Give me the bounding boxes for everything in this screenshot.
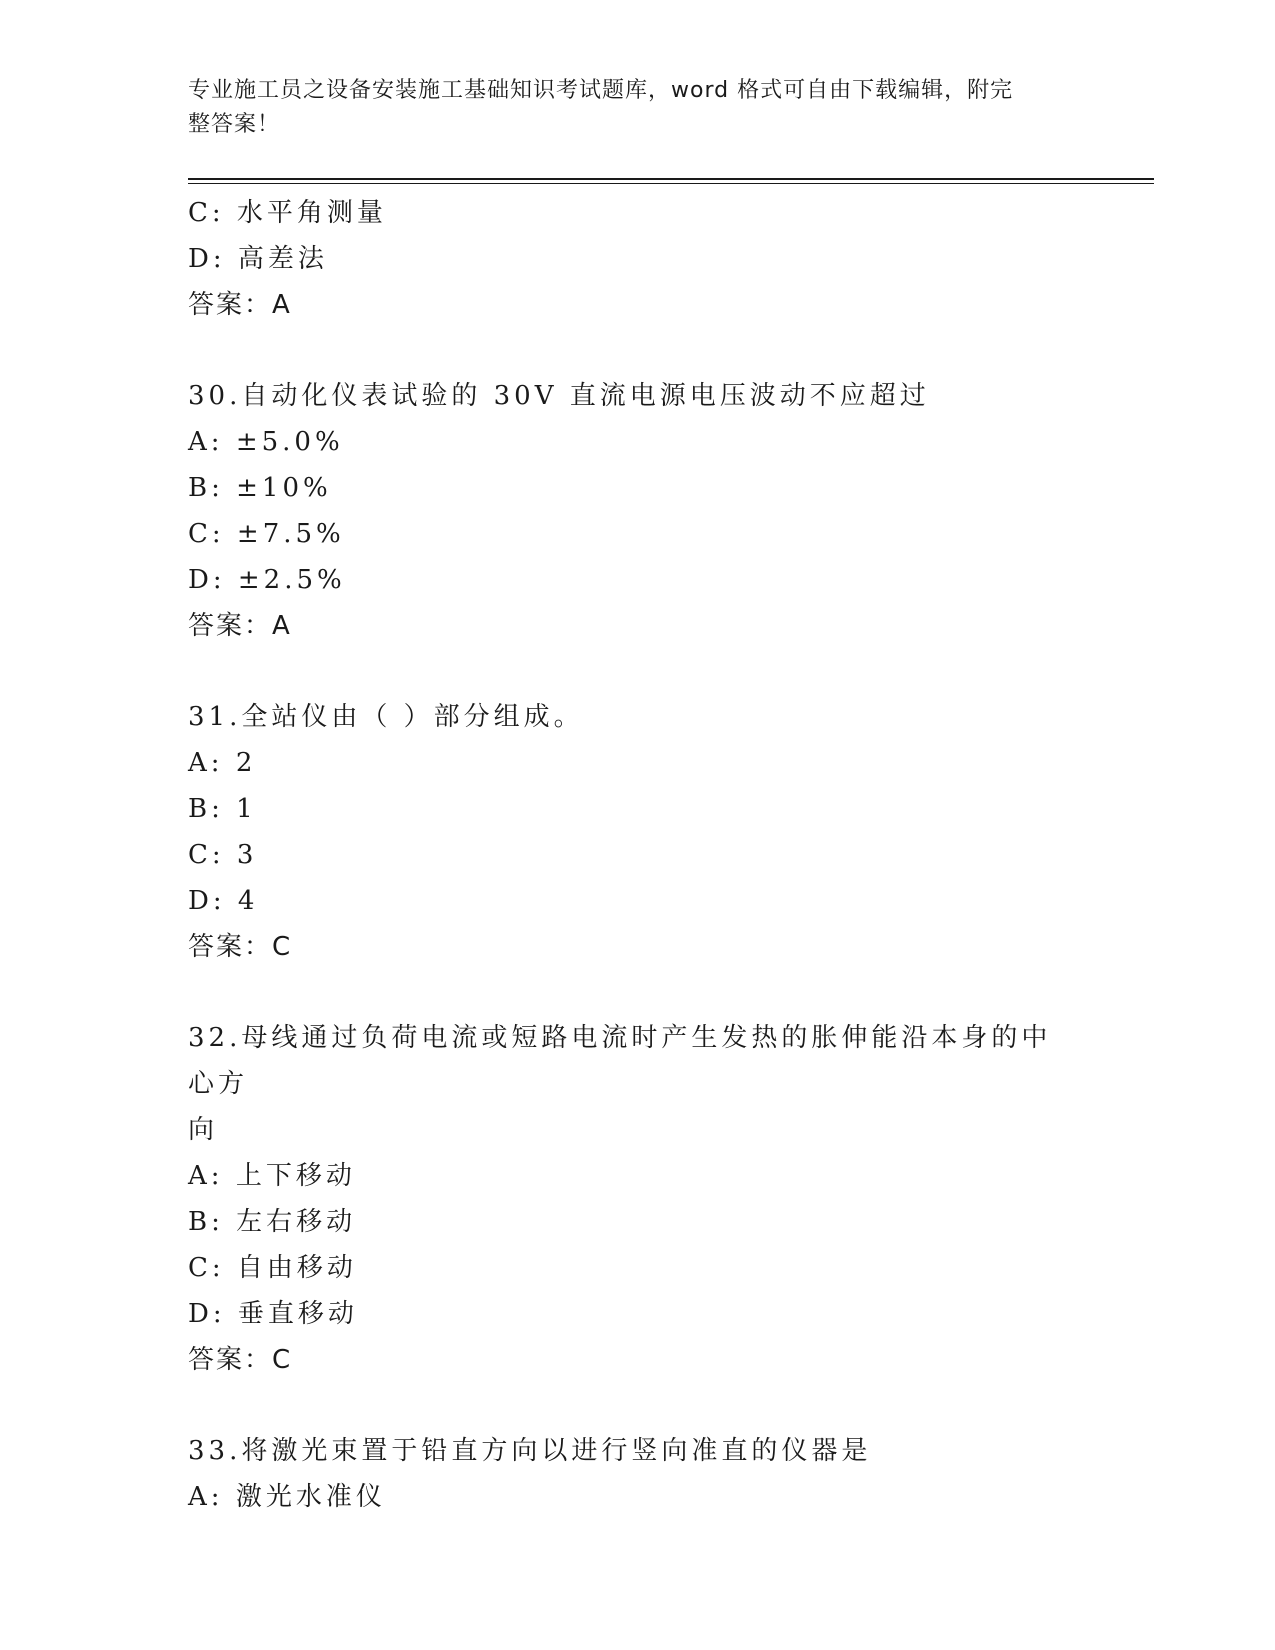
option-c: C: 水平角测量 (188, 198, 387, 228)
option-d: D: 垂直移动 (188, 1299, 358, 1329)
question-32 (188, 1015, 1078, 1383)
option-c: C: 3 (188, 840, 258, 870)
header-divider-thick (188, 178, 1154, 180)
question-stem: 30.自动化仪表试验的 30V 直流电源电压波动不应超过 (188, 381, 930, 411)
option-a: A: 激光水准仪 (188, 1482, 386, 1512)
option-c: C: 自由移动 (188, 1253, 357, 1283)
question-stem: 33.将激光束置于铅直方向以进行竖向准直的仪器是 (188, 1436, 872, 1466)
document-header (188, 74, 1078, 142)
option-b: B: ±10% (188, 473, 332, 503)
option-a: A: 上下移动 (188, 1161, 356, 1191)
answer: 答案：C (188, 932, 293, 962)
option-d: D: 4 (188, 886, 259, 916)
question-stem-line-2: 向 (188, 1115, 219, 1145)
question-31 (188, 694, 1078, 970)
question-33 (188, 1428, 1078, 1520)
question-stem: 31.全站仪由（ ）部分组成。 (188, 702, 584, 732)
answer: 答案：A (188, 611, 292, 641)
option-b: B: 1 (188, 794, 257, 824)
option-b: B: 左右移动 (188, 1207, 357, 1237)
answer: 答案：A (188, 290, 292, 320)
option-d: D: 高差法 (188, 244, 328, 274)
question-29-continued (188, 190, 1078, 328)
header-divider-thin (188, 183, 1154, 184)
question-30 (188, 373, 1078, 649)
header-line-1: 专业施工员之设备安装施工基础知识考试题库，word 格式可自由下载编辑，附完 (188, 78, 1014, 103)
question-list (188, 190, 1078, 1520)
option-a: A: ±5.0% (188, 427, 344, 457)
question-stem-line-1: 32.母线通过负荷电流或短路电流时产生发热的胀伸能沿本身的中心方 (188, 1023, 1052, 1099)
option-a: A: 2 (188, 748, 257, 778)
option-c: C: ±7.5% (188, 519, 345, 549)
header-line-2: 整答案！ (188, 112, 281, 137)
option-d: D: ±2.5% (188, 565, 346, 595)
answer: 答案：C (188, 1345, 293, 1375)
